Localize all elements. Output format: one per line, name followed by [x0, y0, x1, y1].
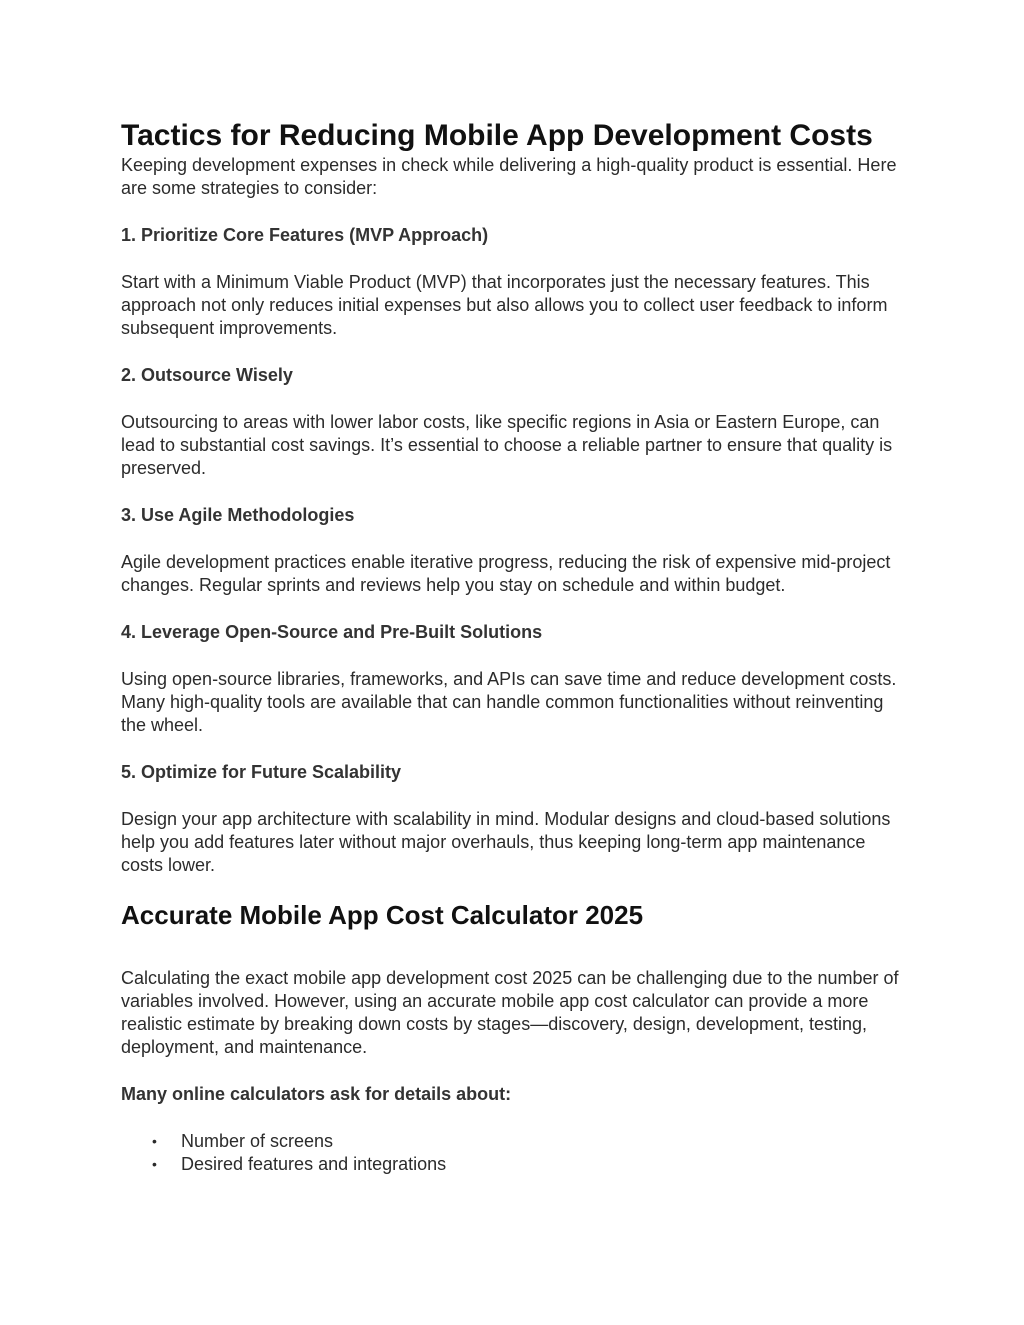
tactic-4-body: Using open-source libraries, frameworks, and APIs can save time and reduce development costs. Many high-quality tools are available that can handle common functionalities without reinventing the wheel. [121, 669, 897, 735]
document-page [121, 118, 911, 1176]
list-item [152, 1130, 911, 1153]
tactic-1-heading: 1. Prioritize Core Features (MVP Approach) [121, 225, 489, 245]
page-title: Tactics for Reducing Mobile App Development Costs [121, 119, 873, 152]
calculator-list-intro: Many online calculators ask for details about: [121, 1084, 512, 1104]
calculator-detail-list [121, 1130, 911, 1176]
bullet-icon: • [152, 1133, 157, 1149]
list-item [152, 1153, 911, 1176]
tactic-2-heading: 2. Outsource Wisely [121, 365, 293, 385]
intro-paragraph: Keeping development expenses in check while delivering a high-quality product is essential. Here are some strategies to consider: [121, 155, 897, 198]
tactic-5-body: Design your app architecture with scalability in mind. Modular designs and cloud-based solutions help you add features later without major overhauls, thus keeping long-term app maintenance costs lower. [121, 809, 891, 875]
list-item-text: Desired features and integrations [181, 1154, 447, 1174]
calculator-heading: Accurate Mobile App Cost Calculator 2025 [121, 900, 644, 930]
bullet-icon: • [152, 1156, 157, 1172]
list-item-text: Number of screens [181, 1131, 334, 1151]
calculator-body: Calculating the exact mobile app development cost 2025 can be challenging due to the number of variables involved. However, using an accurate mobile app cost calculator can provide a more realistic estimate by breaking down costs by stages—discovery, design, development, testing, deployment, and maintenance. [121, 968, 899, 1057]
tactic-4-heading: 4. Leverage Open-Source and Pre-Built Solutions [121, 622, 543, 642]
tactic-1-body: Start with a Minimum Viable Product (MVP) that incorporates just the necessary features. This approach not only reduces initial expenses but also allows you to collect user feedback to inform subsequent improvements. [121, 272, 888, 338]
tactic-2-body: Outsourcing to areas with lower labor costs, like specific regions in Asia or Eastern Europe, can lead to substantial cost savings. It’s essential to choose a reliable partner to ensure that quality is preserved. [121, 412, 893, 478]
tactic-3-body: Agile development practices enable iterative progress, reducing the risk of expensive mid-project changes. Regular sprints and reviews help you stay on schedule and within budget. [121, 552, 891, 595]
tactic-5-heading: 5. Optimize for Future Scalability [121, 762, 402, 782]
tactic-3-heading: 3. Use Agile Methodologies [121, 505, 355, 525]
